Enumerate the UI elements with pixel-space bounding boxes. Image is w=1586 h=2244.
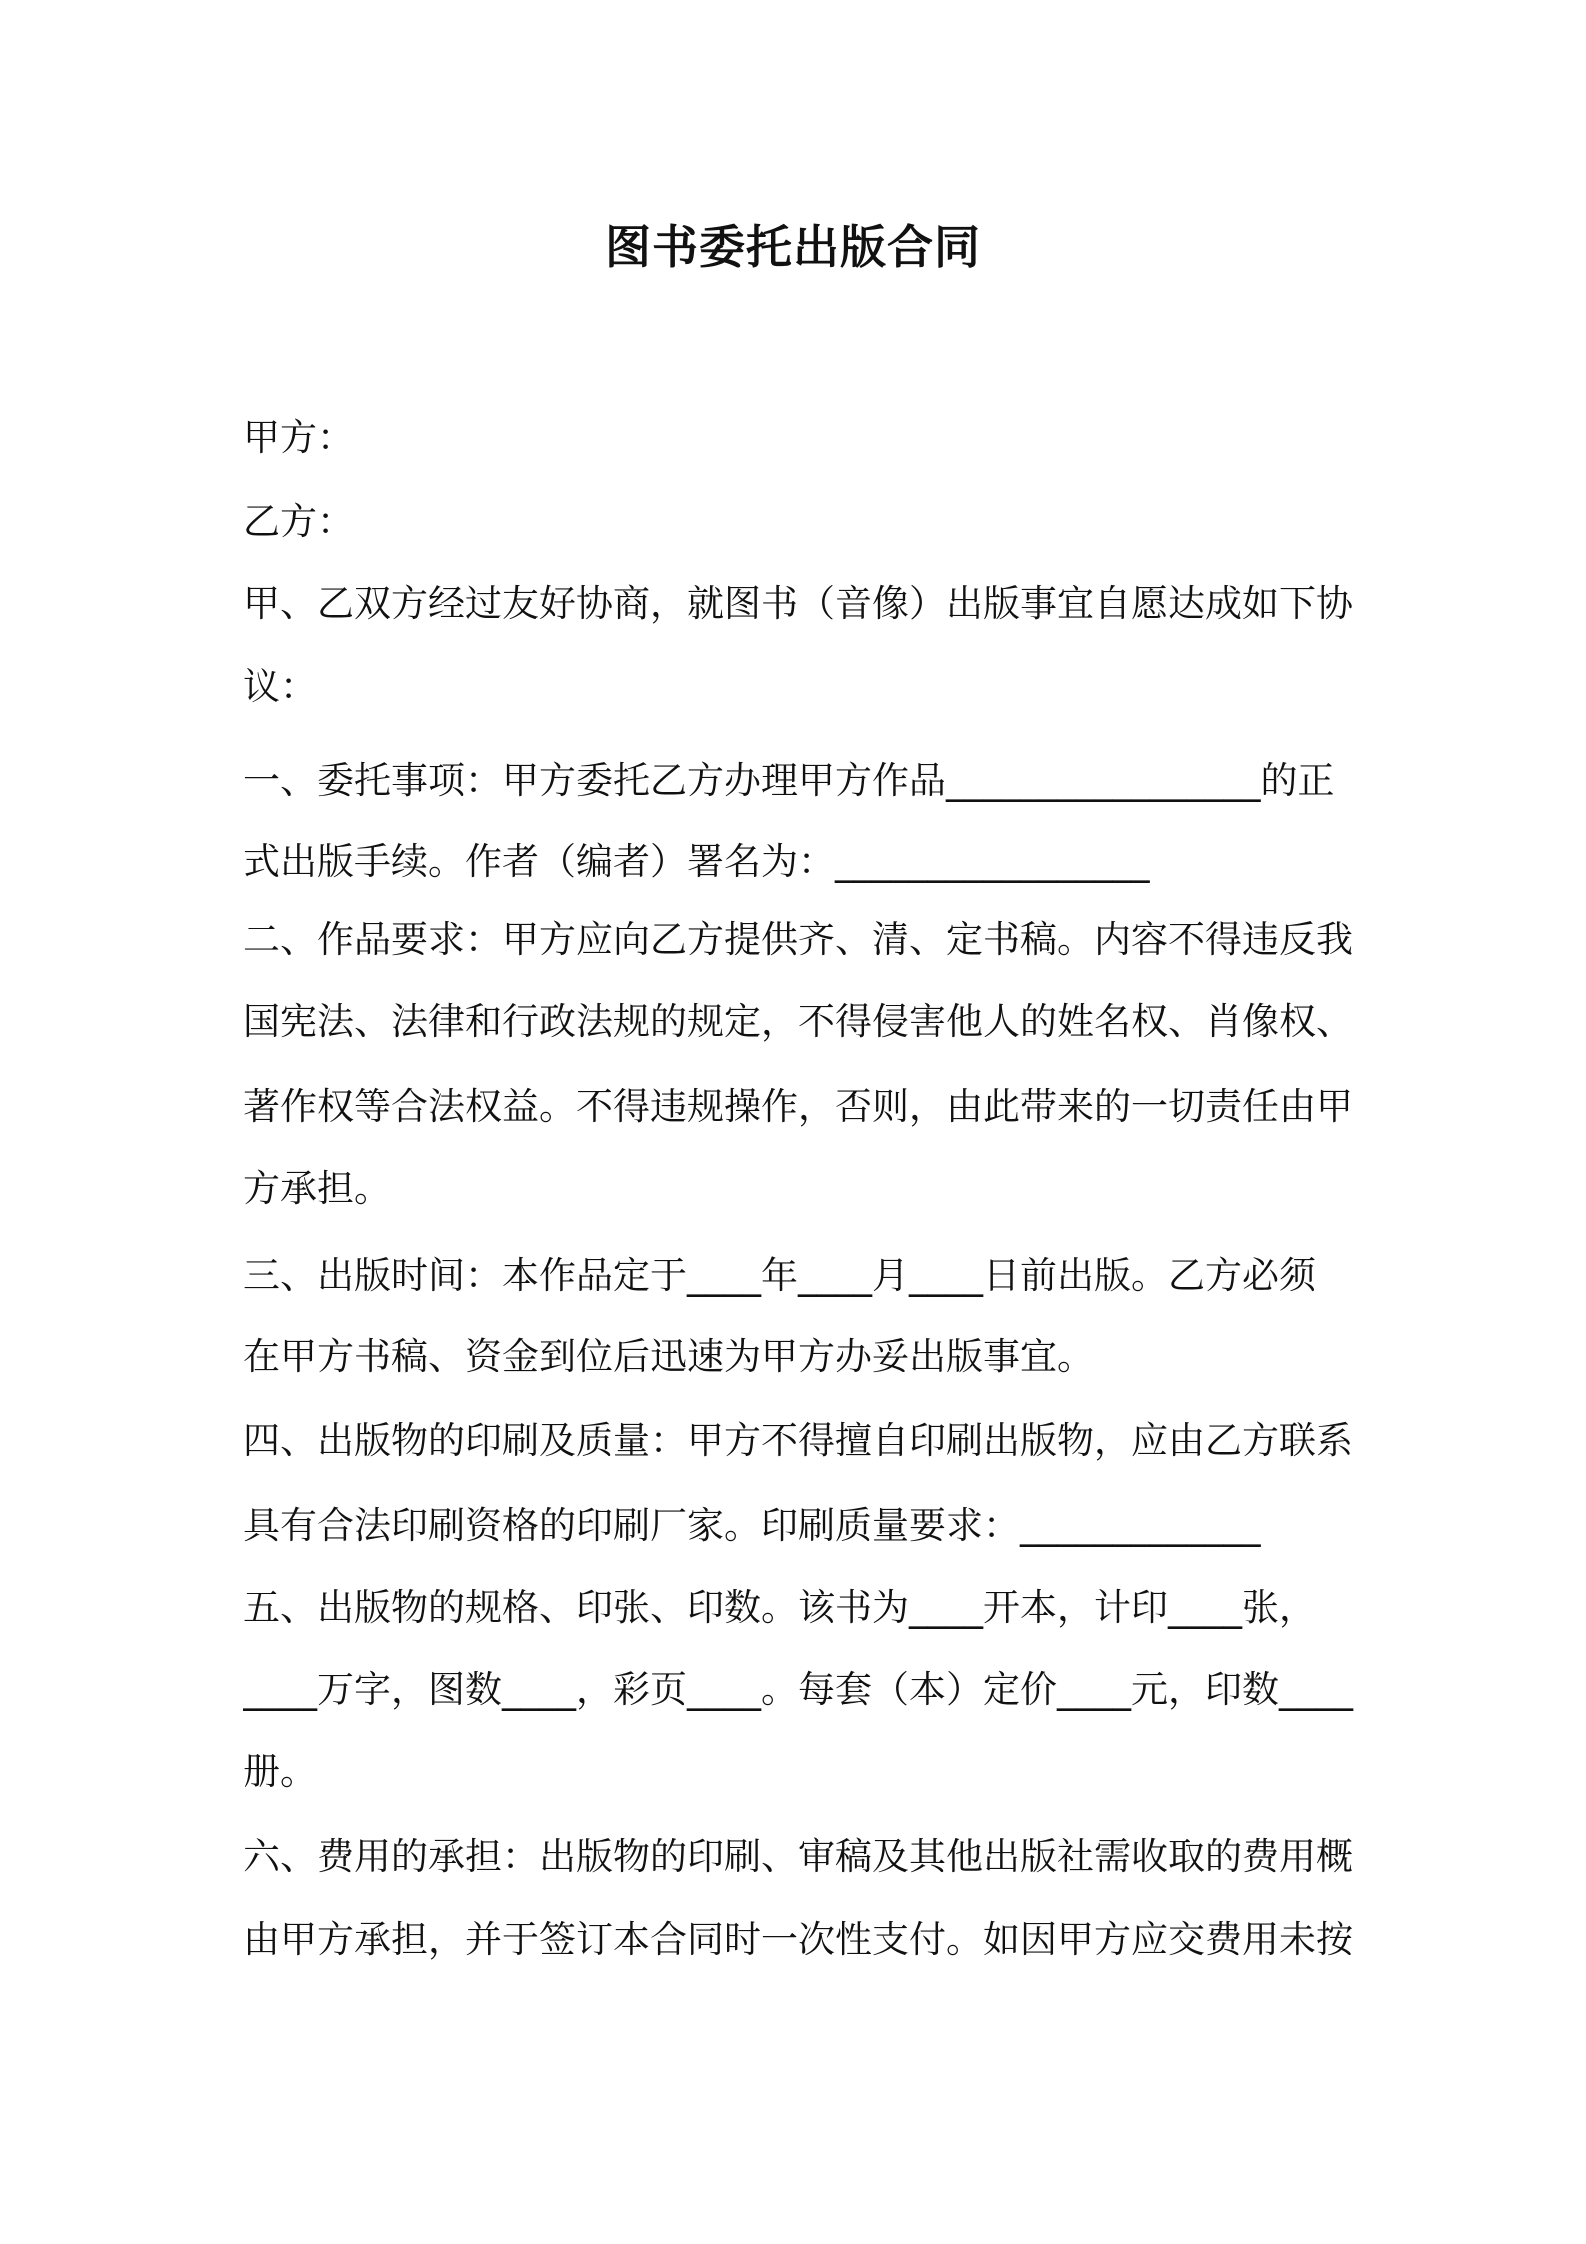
document-title: 图书委托出版合同 [605, 220, 981, 274]
clause-4-line-2: 具有合法印刷资格的印刷厂家。印刷质量要求：_____________ [243, 1504, 1261, 1547]
clause-3-line-1: 三、出版时间：本作品定于____年____月____日前出版。乙方必须 [243, 1254, 1316, 1297]
clause-2-line-4: 方承担。 [243, 1167, 391, 1210]
clause-3-line-2: 在甲方书稿、资金到位后迅速为甲方办妥出版事宜。 [243, 1335, 1094, 1378]
clause-2-line-3: 著作权等合法权益。不得违规操作，否则，由此带来的一切责任由甲 [243, 1085, 1353, 1128]
clause-1-line-1: 一、委托事项：甲方委托乙方办理甲方作品_________________的正 [243, 759, 1335, 802]
party-b-line: 乙方： [243, 500, 354, 543]
clause-2-line-1: 二、作品要求：甲方应向乙方提供齐、清、定书稿。内容不得违反我 [243, 918, 1353, 961]
clause-5-line-3: 册。 [243, 1750, 317, 1793]
preamble-line-1: 甲、乙双方经过友好协商，就图书（音像）出版事宜自愿达成如下协 [243, 582, 1353, 625]
clause-5-line-2: ____万字，图数____，彩页____。每套（本）定价____元，印数____ [243, 1668, 1353, 1711]
party-a-line: 甲方： [243, 416, 354, 459]
clause-6-line-1: 六、费用的承担：出版物的印刷、审稿及其他出版社需收取的费用概 [243, 1835, 1353, 1878]
preamble-line-2: 议： [243, 665, 317, 708]
clause-1-line-2: 式出版手续。作者（编者）署名为：_________________ [243, 840, 1150, 883]
clause-5-line-1: 五、出版物的规格、印张、印数。该书为____开本，计印____张， [243, 1586, 1316, 1629]
clause-6-line-2: 由甲方承担，并于签订本合同时一次性支付。如因甲方应交费用未按 [243, 1918, 1353, 1961]
clause-2-line-2: 国宪法、法律和行政法规的规定，不得侵害他人的姓名权、肖像权、 [243, 1000, 1353, 1043]
clause-4-line-1: 四、出版物的印刷及质量：甲方不得擅自印刷出版物，应由乙方联系 [243, 1419, 1353, 1462]
